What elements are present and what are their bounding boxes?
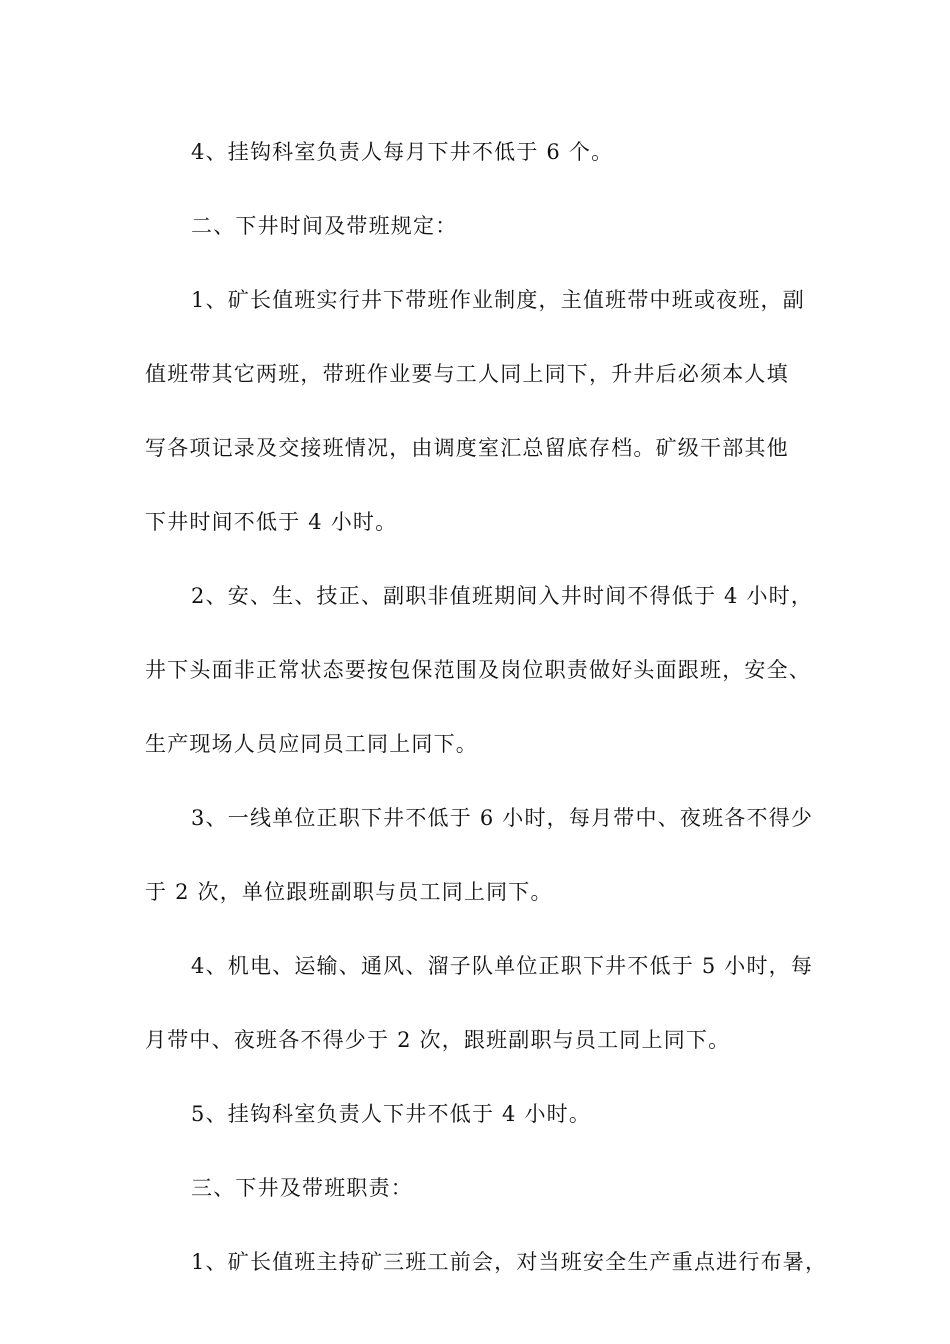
paragraph-line: 1、矿长值班主持矿三班工前会，对当班安全生产重点进行布暑， xyxy=(191,1250,828,1274)
section-heading: 二、下井时间及带班规定： xyxy=(191,214,458,238)
paragraph-line: 4、机电、运输、通风、溜子队单位正职下井不低于 5 小时，每 xyxy=(191,954,814,978)
paragraph-line: 写各项记录及交接班情况，由调度室汇总留底存档。矿级干部其他 xyxy=(145,436,789,460)
paragraph-line: 2、安、生、技正、副职非值班期间入井时间不得低于 4 小时， xyxy=(191,584,814,608)
paragraph-line: 值班带其它两班，带班作业要与工人同上同下，升井后必须本人填 xyxy=(145,362,789,386)
document-body xyxy=(145,132,835,1316)
section-heading: 三、下井及带班职责： xyxy=(191,1176,413,1200)
paragraph-line: 下井时间不低于 4 小时。 xyxy=(145,510,398,534)
paragraph-line: 生产现场人员应同员工同上同下。 xyxy=(145,732,478,756)
paragraph-line: 3、一线单位正职下井不低于 6 小时，每月带中、夜班各不得少 xyxy=(191,806,814,830)
list-item: 4、挂钩科室负责人每月下井不低于 6 个。 xyxy=(191,140,614,164)
paragraph-line: 井下头面非正常状态要按包保范围及岗位职责做好头面跟班，安全、 xyxy=(145,658,811,682)
paragraph-line: 1、矿长值班实行井下带班作业制度，主值班带中班或夜班，副 xyxy=(191,288,805,312)
list-item: 5、挂钩科室负责人下井不低于 4 小时。 xyxy=(191,1102,592,1126)
paragraph-line: 于 2 次，单位跟班副职与员工同上同下。 xyxy=(145,880,553,904)
paragraph-line: 月带中、夜班各不得少于 2 次，跟班副职与员工同上同下。 xyxy=(145,1028,731,1052)
